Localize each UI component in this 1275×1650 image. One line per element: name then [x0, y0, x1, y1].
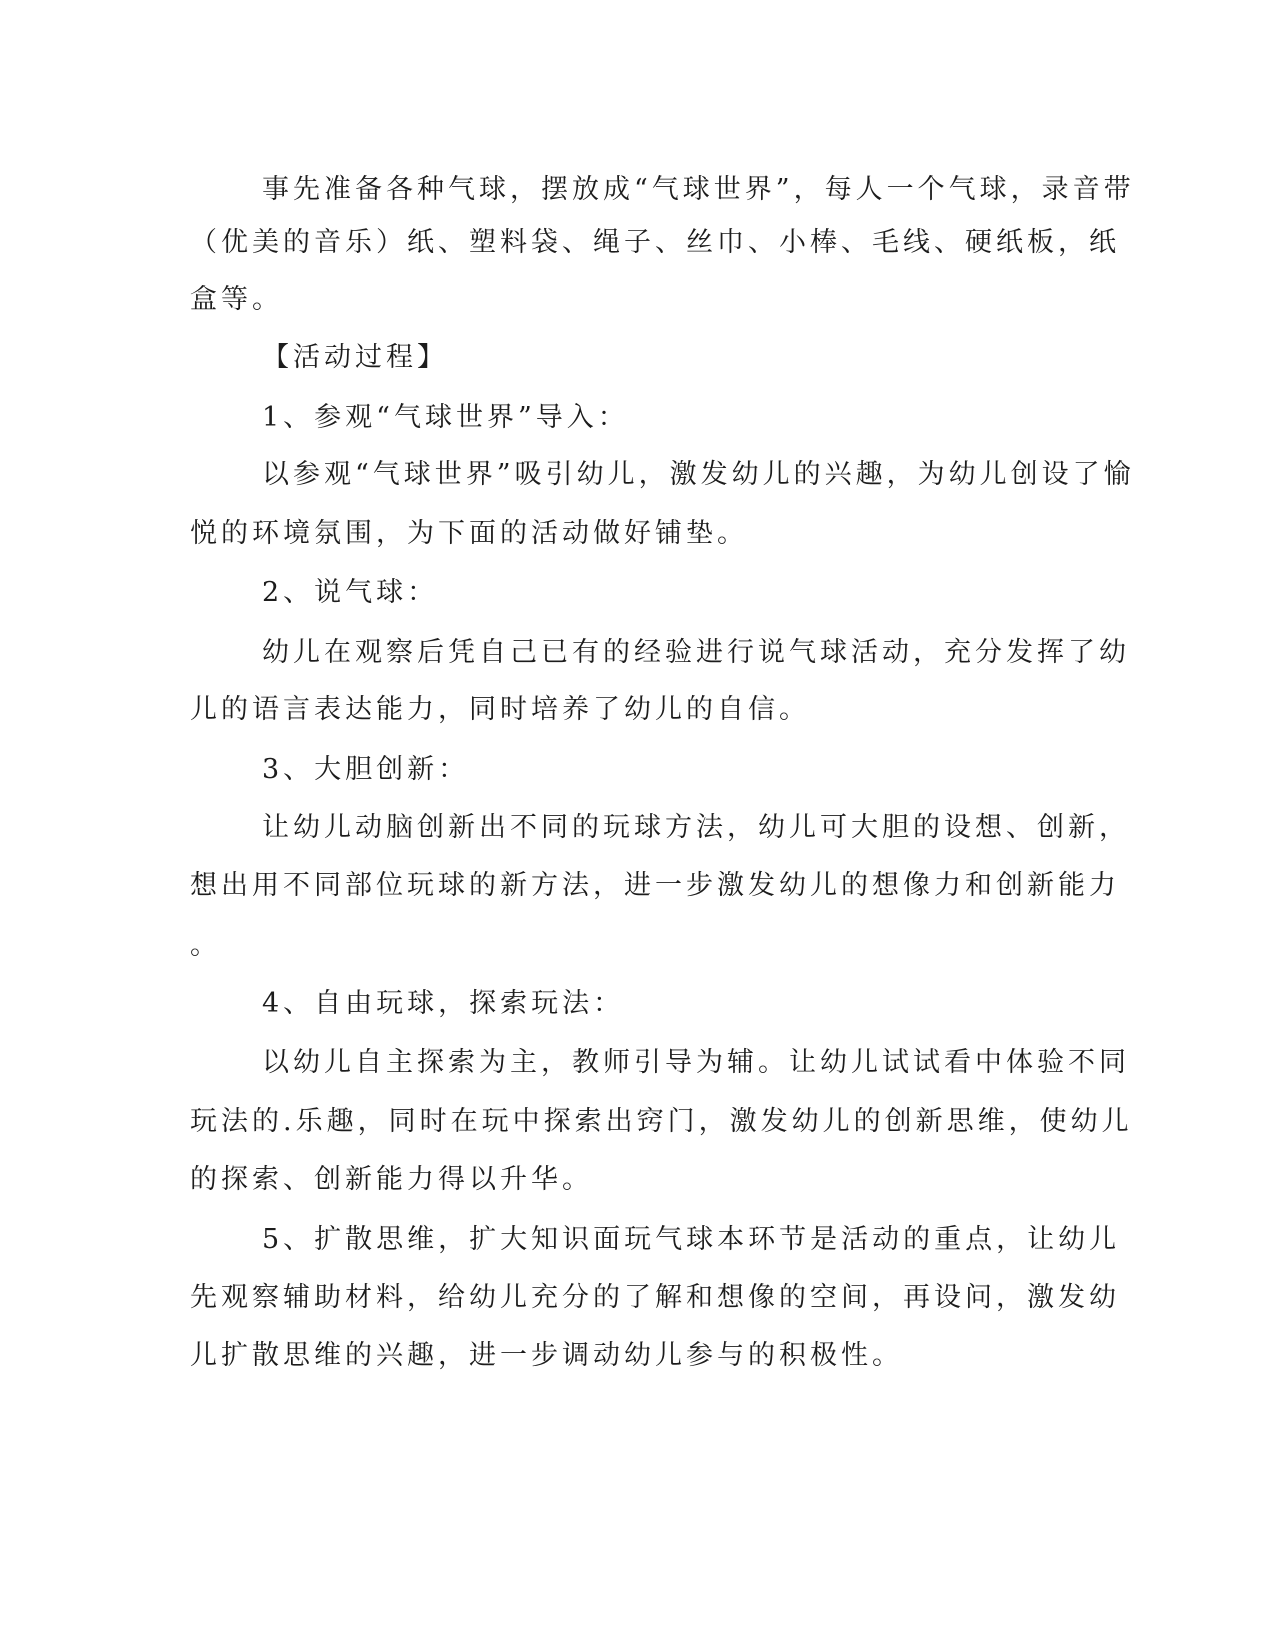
- section-heading: 【活动过程】: [262, 342, 448, 373]
- paragraph-line: （优美的音乐）纸、塑料袋、绳子、丝巾、小棒、毛线、硬纸板，纸: [190, 227, 1120, 258]
- paragraph-line: 以参观“气球世界”吸引幼儿，激发幼儿的兴趣，为幼儿创设了愉: [262, 459, 1135, 490]
- paragraph-line: 事先准备各种气球，摆放成“气球世界”，每人一个气球，录音带: [262, 174, 1135, 205]
- paragraph-line: 悦的环境氛围，为下面的活动做好铺垫。: [190, 518, 748, 549]
- paragraph-line: 儿的语言表达能力，同时培养了幼儿的自信。: [190, 694, 810, 725]
- paragraph-line: 先观察辅助材料，给幼儿充分的了解和想像的空间，再设问，激发幼: [190, 1282, 1120, 1313]
- paragraph-line: 玩法的.乐趣，同时在玩中探索出窍门，激发幼儿的创新思维，使幼儿: [190, 1106, 1133, 1137]
- paragraph-line: 以幼儿自主探索为主，教师引导为辅。让幼儿试试看中体验不同: [262, 1047, 1130, 1078]
- paragraph-line: 幼儿在观察后凭自己已有的经验进行说气球活动，充分发挥了幼: [262, 637, 1130, 668]
- step-heading: 3、大胆创新：: [262, 754, 470, 785]
- paragraph-line: 的探索、创新能力得以升华。: [190, 1164, 593, 1195]
- step-heading: 2、说气球：: [262, 577, 439, 608]
- step-heading: 4、自由玩球，探索玩法：: [262, 988, 625, 1019]
- paragraph-line: 盒等。: [190, 284, 283, 315]
- step-heading: 5、扩散思维，扩大知识面玩气球本环节是活动的重点，让幼儿: [262, 1224, 1121, 1255]
- paragraph-line: 儿扩散思维的兴趣，进一步调动幼儿参与的积极性。: [190, 1340, 903, 1371]
- paragraph-line: 想出用不同部位玩球的新方法，进一步激发幼儿的想像力和创新能力: [190, 870, 1120, 901]
- step-heading: 1、参观“气球世界”导入：: [262, 402, 629, 433]
- paragraph-line: 让幼儿动脑创新出不同的玩球方法，幼儿可大胆的设想、创新，: [262, 812, 1130, 843]
- paragraph-line: 。: [190, 930, 221, 961]
